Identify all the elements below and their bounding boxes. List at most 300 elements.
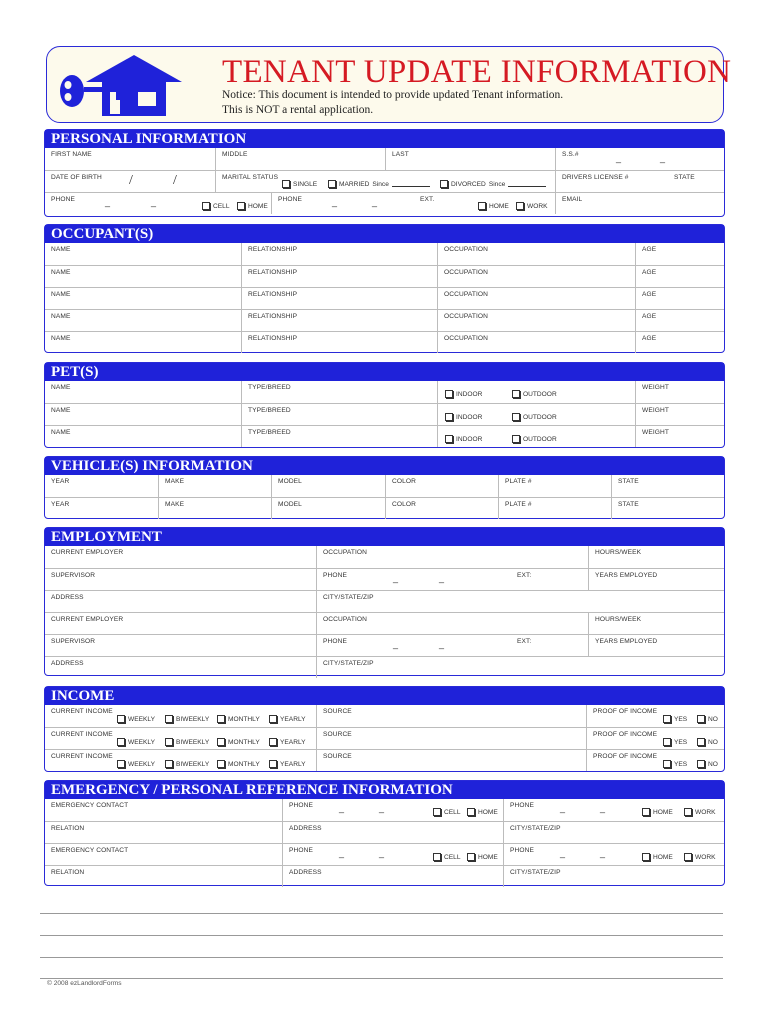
since-date-blank[interactable] (392, 181, 430, 187)
emergency-city-field[interactable] (503, 866, 725, 887)
checkbox-box[interactable] (269, 760, 277, 768)
field-label: STATE (674, 174, 695, 181)
field-label: OCCUPATION (323, 616, 367, 623)
occupant-name-field[interactable] (45, 266, 241, 287)
year-field[interactable] (45, 498, 158, 519)
field-label: RELATIONSHIP (248, 291, 298, 298)
section-heading: PET(S) (45, 363, 724, 381)
drivers-license-field[interactable] (555, 171, 725, 192)
occupation-field[interactable] (437, 288, 635, 309)
weekly-checkbox[interactable] (117, 715, 155, 723)
checkbox-box[interactable] (269, 715, 277, 723)
field-label: PHONE (289, 802, 313, 809)
hours-week-field[interactable] (588, 613, 725, 634)
proof-of-income-field (586, 750, 725, 771)
checkbox-box[interactable] (697, 738, 705, 746)
field-label: EMERGENCY CONTACT (51, 802, 129, 809)
current-income-field[interactable] (45, 705, 316, 727)
occupant-name-field[interactable] (45, 288, 241, 309)
option-label: BIWEEKLY (176, 715, 210, 723)
field-label: PROOF OF INCOME (593, 753, 658, 760)
weekly-checkbox[interactable] (117, 738, 155, 746)
checkbox-box[interactable] (445, 390, 453, 398)
field-label: DRIVERS LICENSE # (562, 174, 629, 181)
field-label: PHONE (323, 572, 347, 579)
biweekly-checkbox[interactable] (165, 760, 209, 768)
monthly-checkbox[interactable] (217, 738, 260, 746)
checkbox-box[interactable] (269, 738, 277, 746)
no-checkbox[interactable] (697, 738, 718, 746)
checkbox-box[interactable] (117, 738, 125, 746)
field-label: PHONE (323, 638, 347, 645)
color-field[interactable] (385, 475, 498, 497)
field-label: EXT: (517, 638, 532, 645)
field-label: MIDDLE (222, 151, 248, 158)
make-field[interactable] (158, 498, 271, 519)
relationship-field[interactable] (241, 310, 437, 331)
employer-phone-field[interactable] (316, 569, 588, 590)
income-row (45, 727, 724, 749)
field-label: PHONE (510, 847, 534, 854)
employer-phone-field[interactable] (316, 635, 588, 656)
no-checkbox[interactable] (697, 715, 718, 723)
separator: _ (105, 197, 111, 207)
notes-line[interactable] (40, 978, 723, 979)
field-label: CURRENT INCOME (51, 731, 113, 738)
field-label: OCCUPATION (444, 313, 488, 320)
home-checkbox[interactable] (467, 853, 498, 861)
field-label: OCCUPATION (323, 549, 367, 556)
plate-field[interactable] (498, 475, 611, 497)
type-breed-field[interactable] (241, 381, 437, 403)
checkbox-box[interactable] (433, 853, 441, 861)
option-label: YEARLY (280, 715, 306, 723)
checkbox-box[interactable] (202, 202, 210, 210)
checkbox-box[interactable] (217, 760, 225, 768)
married-checkbox[interactable] (328, 180, 430, 188)
field-label: NAME (51, 335, 71, 342)
income-source-field[interactable] (316, 705, 586, 727)
pet-name-field[interactable] (45, 381, 241, 403)
form-row (45, 799, 724, 821)
outdoor-checkbox[interactable] (512, 435, 557, 443)
indoor-outdoor-field (437, 426, 635, 447)
relation-field[interactable] (45, 866, 282, 887)
notes-line[interactable] (40, 913, 723, 914)
yes-checkbox[interactable] (663, 738, 687, 746)
checkbox-box[interactable] (642, 853, 650, 861)
weight-field[interactable] (635, 426, 725, 447)
ssn-field[interactable] (555, 148, 725, 170)
supervisor-field[interactable] (45, 635, 316, 656)
occupant-row (45, 243, 724, 265)
field-label: RELATIONSHIP (248, 246, 298, 253)
relationship-field[interactable] (241, 243, 437, 265)
field-label: PHONE (510, 802, 534, 809)
checkbox-box[interactable] (697, 760, 705, 768)
option-label: DIVORCED (451, 180, 486, 188)
field-label: ADDRESS (289, 869, 322, 876)
separator: _ (339, 803, 345, 813)
form-row (45, 192, 724, 214)
field-label: CITY/STATE/ZIP (323, 594, 374, 601)
vehicles-section (44, 456, 725, 519)
checkbox-box[interactable] (237, 202, 245, 210)
form-row (45, 865, 724, 887)
separator: _ (439, 573, 445, 583)
checkbox-box[interactable] (165, 715, 173, 723)
option-label: MONTHLY (228, 760, 260, 768)
option-label: Since (372, 180, 389, 188)
relationship-field[interactable] (241, 332, 437, 353)
occupants-section (44, 224, 725, 353)
employer-address-field[interactable] (45, 657, 316, 678)
cell-checkbox[interactable] (433, 808, 461, 816)
home-checkbox[interactable] (467, 808, 498, 816)
field-label: CITY/STATE/ZIP (323, 660, 374, 667)
notes-line[interactable] (40, 935, 723, 936)
occupation-field[interactable] (437, 243, 635, 265)
email-field[interactable] (555, 193, 725, 214)
occupant-name-field[interactable] (45, 243, 241, 265)
field-label: RELATIONSHIP (248, 335, 298, 342)
form-row (45, 568, 724, 590)
supervisor-field[interactable] (45, 569, 316, 590)
checkbox-box[interactable] (512, 413, 520, 421)
first-name-field[interactable] (45, 148, 215, 170)
phone-field[interactable] (45, 193, 271, 214)
checkbox-box[interactable] (445, 413, 453, 421)
field-label: PLATE # (505, 478, 532, 485)
field-label: PLATE # (505, 501, 532, 508)
field-label: EMERGENCY CONTACT (51, 847, 129, 854)
option-label: Since (488, 180, 506, 188)
occupant-row (45, 287, 724, 309)
employer-address-field[interactable] (45, 591, 316, 612)
relationship-field[interactable] (241, 266, 437, 287)
form-row (45, 612, 724, 634)
occupation-field[interactable] (316, 546, 588, 568)
weekly-checkbox[interactable] (117, 760, 155, 768)
checkbox-box[interactable] (282, 180, 290, 188)
field-label: NAME (51, 291, 71, 298)
no-checkbox[interactable] (697, 760, 718, 768)
pets-section (44, 362, 725, 448)
field-label: YEARS EMPLOYED (595, 572, 658, 579)
option-label: OUTDOOR (523, 413, 557, 421)
field-label: PHONE (289, 847, 313, 854)
checkbox-box[interactable] (663, 715, 671, 723)
monthly-checkbox[interactable] (217, 715, 260, 723)
field-label: STATE (618, 501, 639, 508)
separator: _ (560, 848, 566, 858)
biweekly-checkbox[interactable] (165, 715, 209, 723)
income-source-field[interactable] (316, 728, 586, 749)
notice-text: Notice: This document is intended to provide updated Tenant information. This is NOT a rental application. (222, 89, 564, 116)
dob-field[interactable] (45, 171, 215, 192)
option-label: CELL (444, 853, 461, 861)
field-label: EXT. (420, 196, 435, 203)
pet-row (45, 403, 724, 425)
checkbox-box[interactable] (512, 435, 520, 443)
pet-row (45, 381, 724, 403)
occupation-field[interactable] (437, 310, 635, 331)
field-label: EMAIL (562, 196, 583, 203)
field-label: MAKE (165, 501, 185, 508)
current-income-field[interactable] (45, 750, 316, 771)
yearly-checkbox[interactable] (269, 715, 306, 723)
work-checkbox[interactable] (516, 202, 548, 210)
work-checkbox[interactable] (684, 808, 716, 816)
option-label: YEARLY (280, 738, 306, 746)
vehicle-state-field[interactable] (611, 475, 725, 497)
emergency-phone2-field[interactable] (503, 799, 725, 821)
option-label: HOME (653, 808, 673, 816)
cell-checkbox[interactable] (433, 853, 461, 861)
model-field[interactable] (271, 498, 385, 519)
occupation-field[interactable] (316, 613, 588, 634)
weight-field[interactable] (635, 381, 725, 403)
field-label: CURRENT INCOME (51, 708, 113, 715)
checkbox-box[interactable] (445, 435, 453, 443)
biweekly-checkbox[interactable] (165, 738, 209, 746)
income-source-field[interactable] (316, 750, 586, 771)
middle-name-field[interactable] (215, 148, 385, 170)
income-row (45, 749, 724, 771)
checkbox-box[interactable] (165, 760, 173, 768)
form-row (45, 843, 724, 865)
page-title: TENANT UPDATE INFORMATION (222, 54, 732, 90)
option-label: WEEKLY (128, 738, 155, 746)
separator: / (129, 173, 133, 188)
option-label: INDOOR (456, 435, 483, 443)
outdoor-checkbox[interactable] (512, 413, 557, 421)
since-date-blank[interactable] (508, 181, 546, 187)
field-label: TYPE/BREED (248, 384, 291, 391)
checkbox-box[interactable] (684, 853, 692, 861)
field-label: STATE (618, 478, 639, 485)
field-label: NAME (51, 407, 71, 414)
separator: _ (151, 197, 157, 207)
separator: _ (379, 848, 385, 858)
separator: _ (393, 639, 399, 649)
option-label: WEEKLY (128, 715, 155, 723)
cell-checkbox[interactable] (202, 202, 230, 210)
field-label: LAST (392, 151, 409, 158)
emergency-contact-field[interactable] (45, 844, 282, 865)
option-label: CELL (444, 808, 461, 816)
checkbox-box[interactable] (328, 180, 336, 188)
checkbox-box[interactable] (512, 390, 520, 398)
checkbox-box[interactable] (440, 180, 448, 188)
field-label: RELATIONSHIP (248, 269, 298, 276)
field-label: AGE (642, 246, 657, 253)
checkbox-box[interactable] (117, 715, 125, 723)
vehicle-state-field[interactable] (611, 498, 725, 519)
years-employed-field[interactable] (588, 635, 725, 656)
home-checkbox[interactable] (237, 202, 268, 210)
field-label: HOURS/WEEK (595, 616, 642, 623)
option-label: WEEKLY (128, 760, 155, 768)
field-label: PROOF OF INCOME (593, 708, 658, 715)
indoor-checkbox[interactable] (445, 390, 482, 398)
field-label: AGE (642, 291, 657, 298)
type-breed-field[interactable] (241, 404, 437, 425)
yes-checkbox[interactable] (663, 760, 687, 768)
option-label: BIWEEKLY (176, 738, 210, 746)
yes-checkbox[interactable] (663, 715, 687, 723)
work-checkbox[interactable] (684, 853, 716, 861)
employer-city-field[interactable] (316, 657, 725, 678)
age-field[interactable] (635, 310, 725, 331)
checkbox-box[interactable] (663, 738, 671, 746)
pet-name-field[interactable] (45, 426, 241, 447)
current-employer-field[interactable] (45, 613, 316, 634)
occupation-field[interactable] (437, 332, 635, 353)
pet-row (45, 425, 724, 447)
yearly-checkbox[interactable] (269, 760, 306, 768)
checkbox-box[interactable] (467, 853, 475, 861)
year-field[interactable] (45, 475, 158, 497)
emergency-address-field[interactable] (282, 822, 503, 843)
option-label: CELL (213, 202, 230, 210)
checkbox-box[interactable] (663, 760, 671, 768)
option-label: INDOOR (456, 390, 483, 398)
field-label: YEARS EMPLOYED (595, 638, 658, 645)
type-breed-field[interactable] (241, 426, 437, 447)
option-label: WORK (527, 202, 548, 210)
option-label: YES (674, 715, 688, 723)
home-checkbox[interactable] (642, 853, 673, 861)
checkbox-box[interactable] (117, 760, 125, 768)
years-employed-field[interactable] (588, 569, 725, 590)
field-label: HOURS/WEEK (595, 549, 642, 556)
monthly-checkbox[interactable] (217, 760, 260, 768)
plate-field[interactable] (498, 498, 611, 519)
home-checkbox[interactable] (478, 202, 509, 210)
checkbox-box[interactable] (516, 202, 524, 210)
field-label: RELATIONSHIP (248, 313, 298, 320)
emergency-address-field[interactable] (282, 866, 503, 887)
field-label: RELATION (51, 825, 85, 832)
hours-week-field[interactable] (588, 546, 725, 568)
occupant-name-field[interactable] (45, 310, 241, 331)
separator: _ (379, 803, 385, 813)
relationship-field[interactable] (241, 288, 437, 309)
indoor-checkbox[interactable] (445, 413, 482, 421)
option-label: NO (708, 738, 718, 746)
emergency-city-field[interactable] (503, 822, 725, 843)
checkbox-box[interactable] (433, 808, 441, 816)
occupant-name-field[interactable] (45, 332, 241, 353)
form-row (45, 590, 724, 612)
emergency-phone-field[interactable] (282, 799, 503, 821)
field-label: OCCUPATION (444, 291, 488, 298)
field-label: WEIGHT (642, 384, 669, 391)
color-field[interactable] (385, 498, 498, 519)
employer-city-field[interactable] (316, 591, 725, 612)
emergency-section (44, 780, 725, 886)
separator: _ (660, 153, 666, 163)
separator: _ (339, 848, 345, 858)
age-field[interactable] (635, 288, 725, 309)
age-field[interactable] (635, 332, 725, 353)
option-label: HOME (489, 202, 509, 210)
checkbox-box[interactable] (642, 808, 650, 816)
field-label: EXT: (517, 572, 532, 579)
option-label: HOME (248, 202, 268, 210)
weight-field[interactable] (635, 404, 725, 425)
pet-name-field[interactable] (45, 404, 241, 425)
field-label: NAME (51, 269, 71, 276)
income-section (44, 686, 725, 772)
option-label: BIWEEKLY (176, 760, 210, 768)
current-employer-field[interactable] (45, 546, 316, 568)
checkbox-box[interactable] (217, 738, 225, 746)
notes-line[interactable] (40, 957, 723, 958)
make-field[interactable] (158, 475, 271, 497)
section-heading: OCCUPANT(S) (45, 225, 724, 243)
form-row (45, 821, 724, 843)
indoor-checkbox[interactable] (445, 435, 482, 443)
checkbox-box[interactable] (467, 808, 475, 816)
last-name-field[interactable] (385, 148, 555, 170)
alt-phone-field[interactable] (271, 193, 555, 214)
separator: _ (372, 197, 378, 207)
separator: _ (393, 573, 399, 583)
form-row (45, 546, 724, 568)
home-checkbox[interactable] (642, 808, 673, 816)
option-label: OUTDOOR (523, 390, 557, 398)
current-income-field[interactable] (45, 728, 316, 749)
checkbox-box[interactable] (478, 202, 486, 210)
option-label: HOME (653, 853, 673, 861)
field-label: TYPE/BREED (248, 407, 291, 414)
field-label: CITY/STATE/ZIP (510, 825, 561, 832)
option-label: INDOOR (456, 413, 483, 421)
relation-field[interactable] (45, 822, 282, 843)
separator: _ (560, 803, 566, 813)
model-field[interactable] (271, 475, 385, 497)
checkbox-box[interactable] (684, 808, 692, 816)
section-heading: INCOME (45, 687, 724, 705)
income-row (45, 705, 724, 727)
checkbox-box[interactable] (697, 715, 705, 723)
field-label: SUPERVISOR (51, 572, 96, 579)
field-label: SOURCE (323, 731, 352, 738)
occupation-field[interactable] (437, 266, 635, 287)
option-label: HOME (478, 853, 498, 861)
field-label: RELATION (51, 869, 85, 876)
single-checkbox[interactable] (282, 180, 317, 188)
yearly-checkbox[interactable] (269, 738, 306, 746)
age-field[interactable] (635, 243, 725, 265)
divorced-checkbox[interactable] (440, 180, 546, 188)
form-row (45, 148, 724, 170)
checkbox-box[interactable] (217, 715, 225, 723)
emergency-phone2-field[interactable] (503, 844, 725, 865)
emergency-phone-field[interactable] (282, 844, 503, 865)
age-field[interactable] (635, 266, 725, 287)
field-label: YEAR (51, 478, 70, 485)
outdoor-checkbox[interactable] (512, 390, 557, 398)
checkbox-box[interactable] (165, 738, 173, 746)
separator: _ (600, 803, 606, 813)
emergency-contact-field[interactable] (45, 799, 282, 821)
option-label: YES (674, 738, 688, 746)
field-label: SUPERVISOR (51, 638, 96, 645)
section-heading: EMPLOYMENT (45, 528, 724, 546)
